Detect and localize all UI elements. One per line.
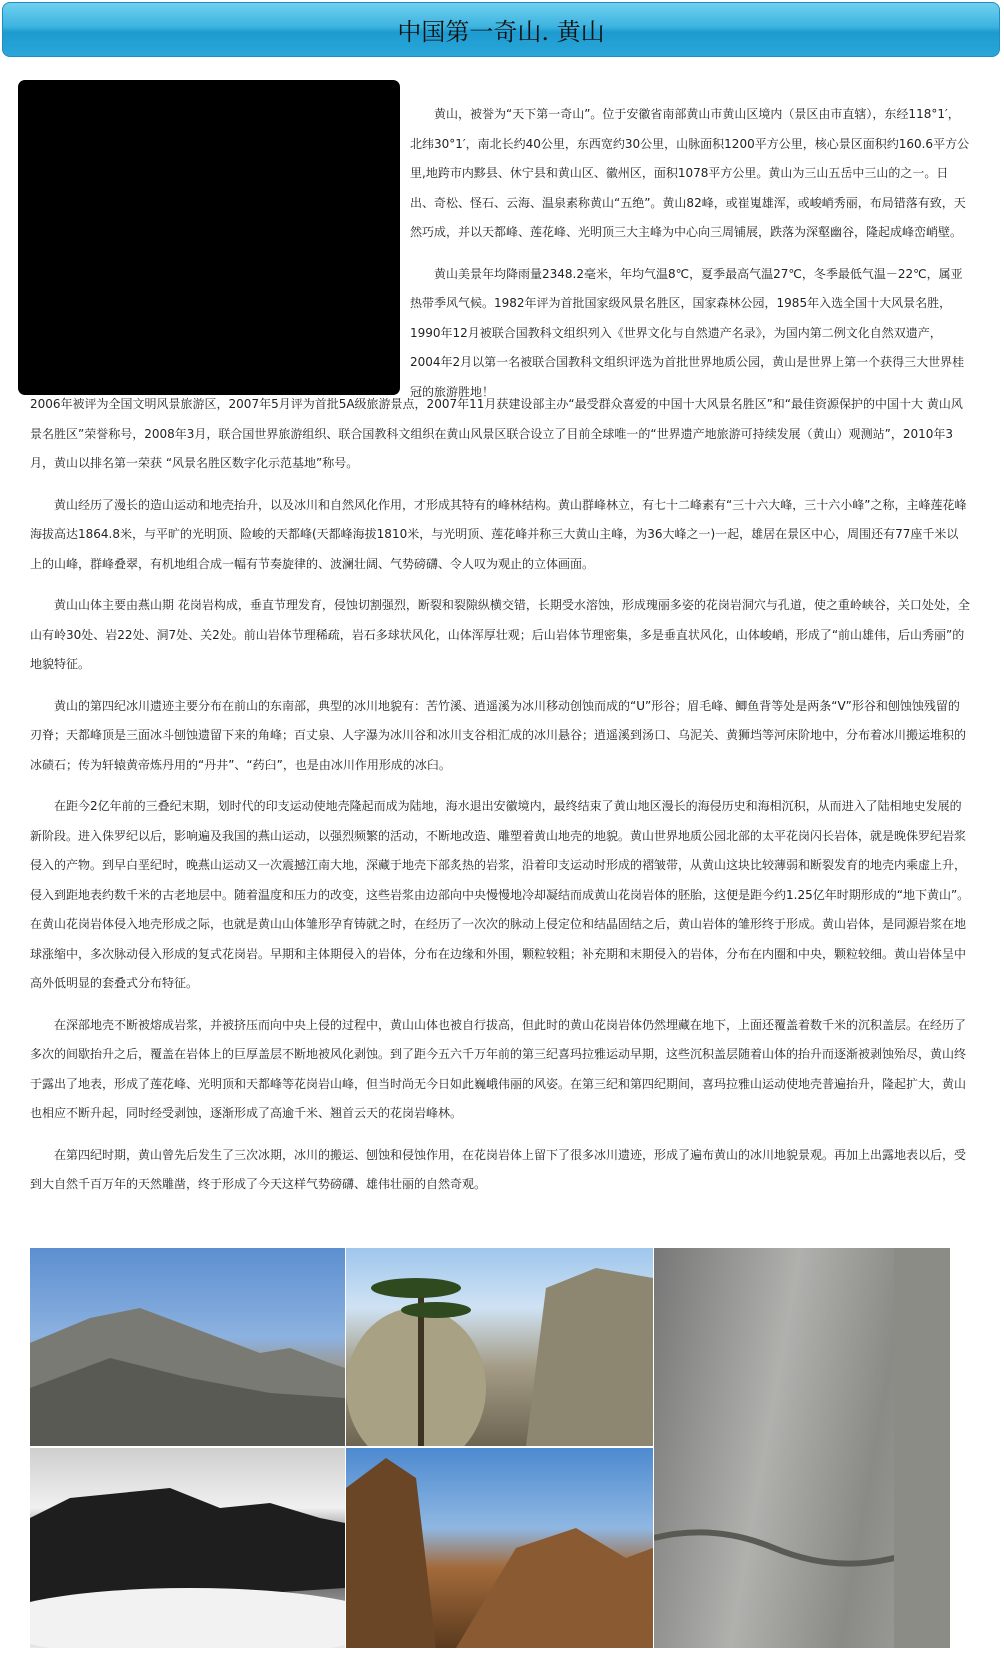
- page-header: [2, 2, 1000, 57]
- body-paragraph-6: 在第四纪时期，黄山曾先后发生了三次冰期，冰川的搬运、刨蚀和侵蚀作用，在花岗岩体上留下了很多冰川遗迹，形成了遍布黄山的冰川地貌景观。再加上出露地表以后，受到大自然千百万年的天然雕凿，终于形成了今天这样气势磅礴、雄伟壮丽的自然奇观。: [30, 1147, 967, 1191]
- body-paragraph-4: 在距今2亿年前的三叠纪末期，划时代的印支运动使地壳隆起而成为陆地，海水退出安徽境内，最终结束了黄山地区漫长的海侵历史和海相沉积，从而进入了陆相地史发展的新阶段。进入侏罗纪以后，影响遍及我国的燕山运动，以强烈频繁的活动，不断地改造、雕塑着黄山地壳的地貌。黄山世界地质公园北部的太平花岗闪长岩体，就是晚侏罗纪岩浆侵入的产物。到早白垩纪时，晚燕山运动又一次震撼江南大地，深藏于地壳下部炙热的岩浆，沿着印支运动时形成的褶皱带，从黄山这块比较薄弱和断裂发育的地壳内乘虚上升，侵入到距地表约数千米的古老地层中。随着温度和压力的改变，这些岩浆由边部向中央慢慢地冷却凝结而成黄山花岗岩体的胚胎，这便是距今约1.25亿年时期形成的“地下黄山”。在黄山花岗岩体侵入地壳形成之际，也就是黄山山体雏形孕育铸就之时，在经历了一次次的脉动上侵定位和结晶固结之后，黄山岩体的雏形终于形成。黄山岩体，是同源岩浆在地球涨缩中，多次脉动侵入形成的复式花岗岩。早期和主体期侵入的岩体，分布在边缘和外围，颗粒较粗；补充期和末期侵入的岩体，分布在内圈和中央，颗粒较细。黄山岩体呈中高外低明显的套叠式分布特征。: [30, 799, 970, 990]
- granite-peaks-photo: [30, 1248, 345, 1446]
- body-paragraph-5: 在深部地壳不断被熔成岩浆，并被挤压而向中央上侵的过程中，黄山山体也被自行拔高，但此时的黄山花岗岩体仍然埋藏在地下，上面还覆盖着数千米的沉积盖层。在经历了多次的间歇抬升之后，覆盖在岩体上的巨厚盖层不断地被风化剥蚀。到了距今五六千万年前的第三纪喜玛拉雅运动早期，这些沉积盖层随着山体的抬升而逐渐被剥蚀殆尽，黄山终于露出了地表，形成了莲花峰、光明顶和天都峰等花岗岩山峰，但当时尚无今日如此巍峨伟丽的风姿。在第三纪和第四纪期间，喜玛拉雅山运动使地壳普遍抬升，隆起扩大，黄山也相应不断升起，同时经受剥蚀，逐渐形成了高逾千米、翘首云天的花岗岩峰林。: [30, 1017, 967, 1120]
- photo-gallery: [30, 1248, 950, 1648]
- valley-shape: [346, 1448, 653, 1648]
- lead-paragraph-2: 黄山美景年均降雨量2348.2毫米，年均气温8℃，夏季最高气温27℃，冬季最低气温－22℃，属亚热带季风气候。1982年评为首批国家级风景名胜区，国家森林公园，1985年入选全国十大风景名胜，1990年12月被联合国教科文组织列入《世界文化与自然遗产名录》，为国内第二例文化自然双遗产，2004年2月以第一名被联合国教科文组织评选为首批世界地质公园，黄山是世界上第一个获得三大世界桂冠的旅游胜地！: [410, 266, 965, 399]
- clouds-shape: [30, 1448, 345, 1648]
- lead-section: [410, 100, 970, 407]
- pine-shape: [346, 1248, 653, 1446]
- cliff-plank-road-photo: [654, 1248, 950, 1648]
- continued-paragraph: 2006年被评为全国文明风景旅游区，2007年5月评为首批5A级旅游景点，2007年11月获建设部主办“最受群众喜爱的中国十大风景名胜区”和“最佳资源保护的中国十大 黄山风景名胜区”荣誉称号，2008年3月，联合国世界旅游组织、联合国教科文组织在黄山风景区联合设立了目前全球唯一的“世界遗产地旅游可持续发展（黄山）观测站”，2010年3月，黄山以排名第一荣获 “风景名胜区数字化示范基地”称号。: [30, 397, 963, 470]
- cliff-shape: [654, 1248, 950, 1648]
- welcoming-pine-photo: [346, 1248, 653, 1446]
- body-paragraph-2: 黄山山体主要由燕山期 花岗岩构成，垂直节理发育，侵蚀切割强烈，断裂和裂隙纵横交错，长期受水溶蚀，形成瑰丽多姿的花岗岩洞穴与孔道，使之重岭峡谷，关口处处，全山有岭30处、岩22处、洞7处、关2处。前山岩体节理稀疏，岩石多球状风化，山体浑厚壮观；后山岩体节理密集，多是垂直状风化，山体峻峭，形成了“前山雄伟，后山秀丽”的地貌特征。: [30, 598, 970, 671]
- sea-of-clouds-photo: [30, 1448, 345, 1648]
- page-title: 中国第一奇山. 黄山: [397, 18, 605, 46]
- lead-paragraph-1: 黄山，被誉为“天下第一奇山”。位于安徽省南部黄山市黄山区境内（景区由市直辖），东经118°1′，北纬30°1′，南北长约40公里，东西宽约30公里，山脉面积1200平方公里，核心景区面积约160.6平方公里,地跨市内黟县、休宁县和黄山区、徽州区，面积1078平方公里。黄山为三山五岳中三山的之一。日出、奇松、怪石、云海、温泉素称黄山“五绝”。黄山82峰，或崔嵬雄浑，或峻峭秀丽，布局错落有致，天然巧成，并以天都峰、莲花峰、光明顶三大主峰为中心向三周铺展，跌落为深壑幽谷，隆起成峰峦峭壁。: [410, 107, 970, 239]
- granite-peaks-shape: [30, 1248, 345, 1446]
- hero-image: [18, 80, 400, 395]
- body-section: [30, 390, 970, 1212]
- rocky-valley-photo: [346, 1448, 653, 1648]
- body-paragraph-3: 黄山的第四纪冰川遗迹主要分布在前山的东南部，典型的冰川地貌有：苦竹溪、逍遥溪为冰川移动创蚀而成的“U”形谷；眉毛峰、鲫鱼背等处是两条“V”形谷和刨蚀蚀残留的刃脊；天都峰顶是三面冰斗刨蚀遗留下来的角峰；百丈泉、人字瀑为冰川谷和冰川支谷相汇成的冰川悬谷；逍遥溪到汤口、乌泥关、黄狮垱等河床阶地中，分布着冰川搬运堆积的冰碛石；传为轩辕黄帝炼丹用的“丹井”、“药臼”，也是由冰川作用形成的冰臼。: [30, 698, 967, 772]
- body-paragraph-1: 黄山经历了漫长的造山运动和地壳抬升，以及冰川和自然风化作用，才形成其特有的峰林结构。黄山群峰林立，有七十二峰素有“三十六大峰，三十六小峰”之称，主峰莲花峰海拔高达1864.8米，与平旷的光明顶、险峻的天都峰(天都峰海拔1810米，与光明顶、莲花峰并称三大黄山主峰，为36大峰之一)一起，雄居在景区中心，周围还有77座千米以上的山峰，群峰叠翠，有机地组合成一幅有节奏旋律的、波澜壮阔、气势磅礴、令人叹为观止的立体画面。: [30, 497, 967, 571]
